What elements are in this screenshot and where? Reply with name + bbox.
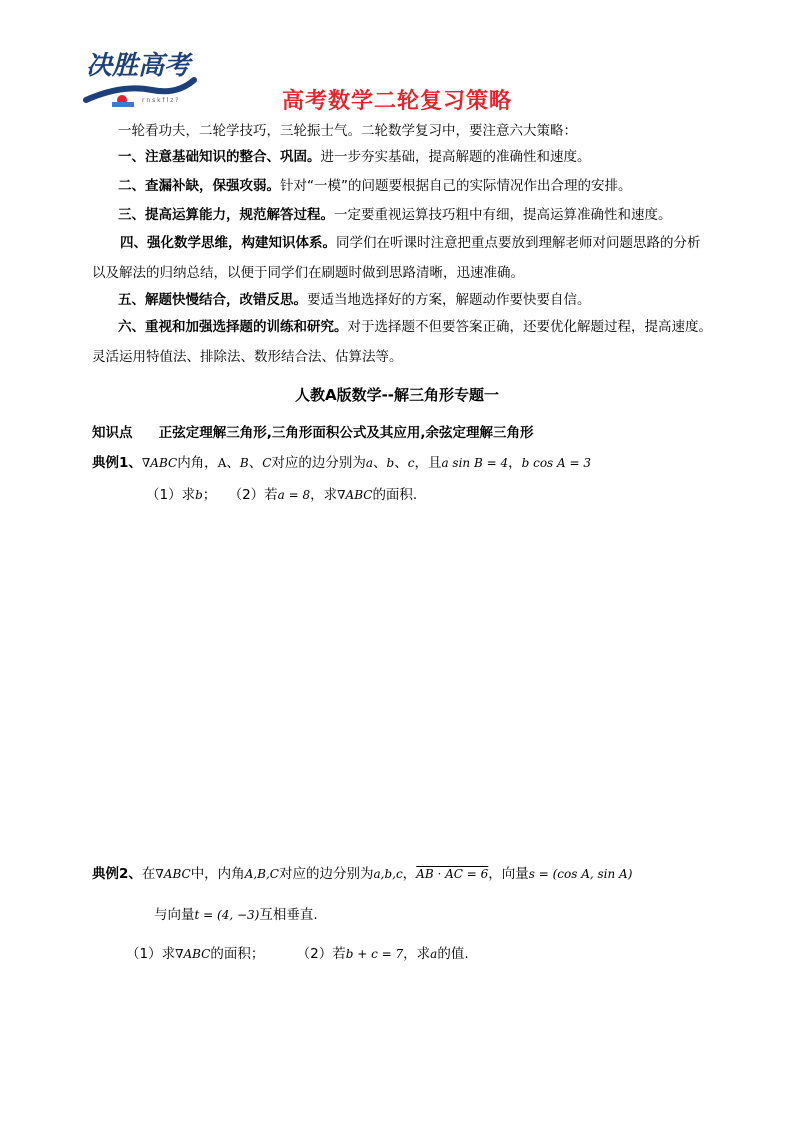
strategy-2-heading: 二、查漏补缺，保强攻弱。	[118, 178, 280, 194]
knowledge-text: 正弦定理解三角形,三角形面积公式及其应用,余弦定理解三角形	[158, 425, 534, 441]
example-1-condition-2: b cos A = 3	[521, 456, 592, 470]
example-1-side-a: a	[365, 456, 374, 470]
example-1-text-3: ，且	[414, 455, 442, 471]
example-1-triangle: ∇ABC	[141, 456, 178, 470]
example-1-q2-mid: ，求	[310, 487, 338, 503]
example-2-label: 典例2、	[92, 866, 142, 882]
example-2	[92, 864, 632, 884]
example-1-label: 典例1、	[92, 455, 142, 471]
strategy-4-heading: 四、强化数学思维，构建知识体系。	[120, 235, 336, 251]
example-1-side-b: b	[386, 456, 395, 470]
example-2-vector-t: t = (4, −3)	[194, 908, 260, 922]
example-2-text-6: 与向量	[154, 907, 195, 923]
example-1-q2-end: 的面积.	[372, 487, 418, 503]
strategy-4-body: 同学们在听课时注意把重点要放到理解老师对问题思路的分析以及解法的归纳总结，以便于同学们在刷题时做到思路清晰，迅速准确。	[92, 235, 701, 281]
example-1-angle-a: A	[217, 456, 227, 470]
strategy-2	[118, 176, 632, 196]
example-2-q2: （2）若	[296, 946, 346, 962]
example-2-q1-triangle: ∇ABC	[175, 947, 211, 961]
example-1-q2-triangle: ∇ABC	[337, 488, 373, 502]
example-1-condition-1: a sin B = 4	[441, 456, 509, 470]
example-2-q1-end: 的面积；	[210, 946, 265, 962]
example-1-questions	[146, 485, 417, 505]
example-1-side-c: c	[407, 456, 415, 470]
strategy-2-body: 针对“一模”的问题要根据自己的实际情况作出合理的安排。	[280, 178, 632, 194]
page-title: 高考数学二轮复习策略	[281, 89, 512, 114]
strategy-3	[118, 205, 672, 225]
example-2-q2-mid: ，求	[403, 946, 431, 962]
strategy-6-heading: 六、重视和加强选择题的训练和研究。	[118, 319, 348, 335]
example-2-q2-var: a	[430, 947, 438, 961]
example-2-text-2: 中，内角	[190, 866, 245, 882]
example-2-text-7: 互相垂直.	[259, 907, 318, 923]
example-1-angle-b: B	[239, 456, 249, 470]
strategy-5	[118, 290, 591, 310]
example-2-q1: （1）求	[126, 946, 176, 962]
example-2-vector-s: s = (cos A, sin A)	[528, 867, 633, 881]
example-2-dot-product: AB · AC = 6	[416, 867, 489, 881]
strategy-6	[92, 312, 712, 372]
knowledge-point	[92, 423, 534, 443]
example-1-q1: （1）求	[146, 487, 196, 503]
strategy-5-body: 要适当地选择好的方案，解题动作要快要自信。	[307, 292, 591, 308]
example-2-triangle: ∇ABC	[155, 867, 191, 881]
example-2-text-4: ，	[402, 866, 417, 882]
example-1-sep-3: 、	[373, 455, 387, 471]
strategy-5-heading: 五、解题快慢结合，改错反思。	[118, 292, 307, 308]
example-2-text-5: ，向量	[488, 866, 529, 882]
example-1-q1-var: b	[195, 488, 203, 502]
example-1-angle-c: C	[262, 456, 272, 470]
section-title: 人教A版数学--解三角形专题一	[294, 386, 500, 404]
strategy-1	[118, 147, 591, 167]
strategy-6-body: 对于选择题不但要答案正确，还要优化解题过程，提高速度。灵活运用特值法、排除法、数形结合法、估算法等。	[92, 319, 712, 365]
svg-text:r n s k f l z ?: r n s k f l z ?	[142, 97, 179, 104]
example-2-q2-end: 的值.	[437, 946, 469, 962]
example-1-sep-4: 、	[394, 455, 408, 471]
strategy-4	[92, 228, 712, 288]
logo-text: 决胜高考	[86, 51, 191, 81]
intro-text: 一轮看功夫，二轮学技巧，三轮振士气。二轮数学复习中，要注意六大策略：	[118, 123, 577, 139]
example-2-line-2	[154, 905, 318, 925]
example-2-sides: a,b,c	[373, 867, 403, 881]
knowledge-label: 知识点	[92, 425, 133, 441]
strategy-1-body: 进一步夯实基础，提高解题的准确性和速度。	[320, 149, 591, 165]
example-1-q2-condition: a = 8	[277, 488, 311, 502]
strategy-1-heading: 一、注意基础知识的整合、巩固。	[118, 149, 321, 165]
strategy-3-body: 一定要重视运算技巧粗中有细，提高运算准确性和速度。	[334, 207, 672, 223]
example-1-sep-1: 、	[226, 455, 240, 471]
example-1-sep-2: 、	[248, 455, 263, 471]
example-2-text-3: 对应的边分别为	[278, 866, 374, 882]
example-1-q1-end: ；	[202, 487, 217, 503]
example-1-q2: （2）若	[228, 487, 278, 503]
example-1-text-1: 内角，	[177, 455, 218, 471]
example-1-text-2: 对应的边分别为	[271, 455, 366, 471]
example-1	[92, 453, 591, 473]
example-2-angles: A,B,C	[244, 867, 279, 881]
example-2-questions	[126, 944, 469, 964]
example-1-comma: ，	[508, 455, 522, 471]
strategy-3-heading: 三、提高运算能力，规范解答过程。	[118, 207, 334, 223]
example-2-text-1: 在	[141, 866, 156, 882]
example-2-q2-condition: b + c = 7	[345, 947, 404, 961]
